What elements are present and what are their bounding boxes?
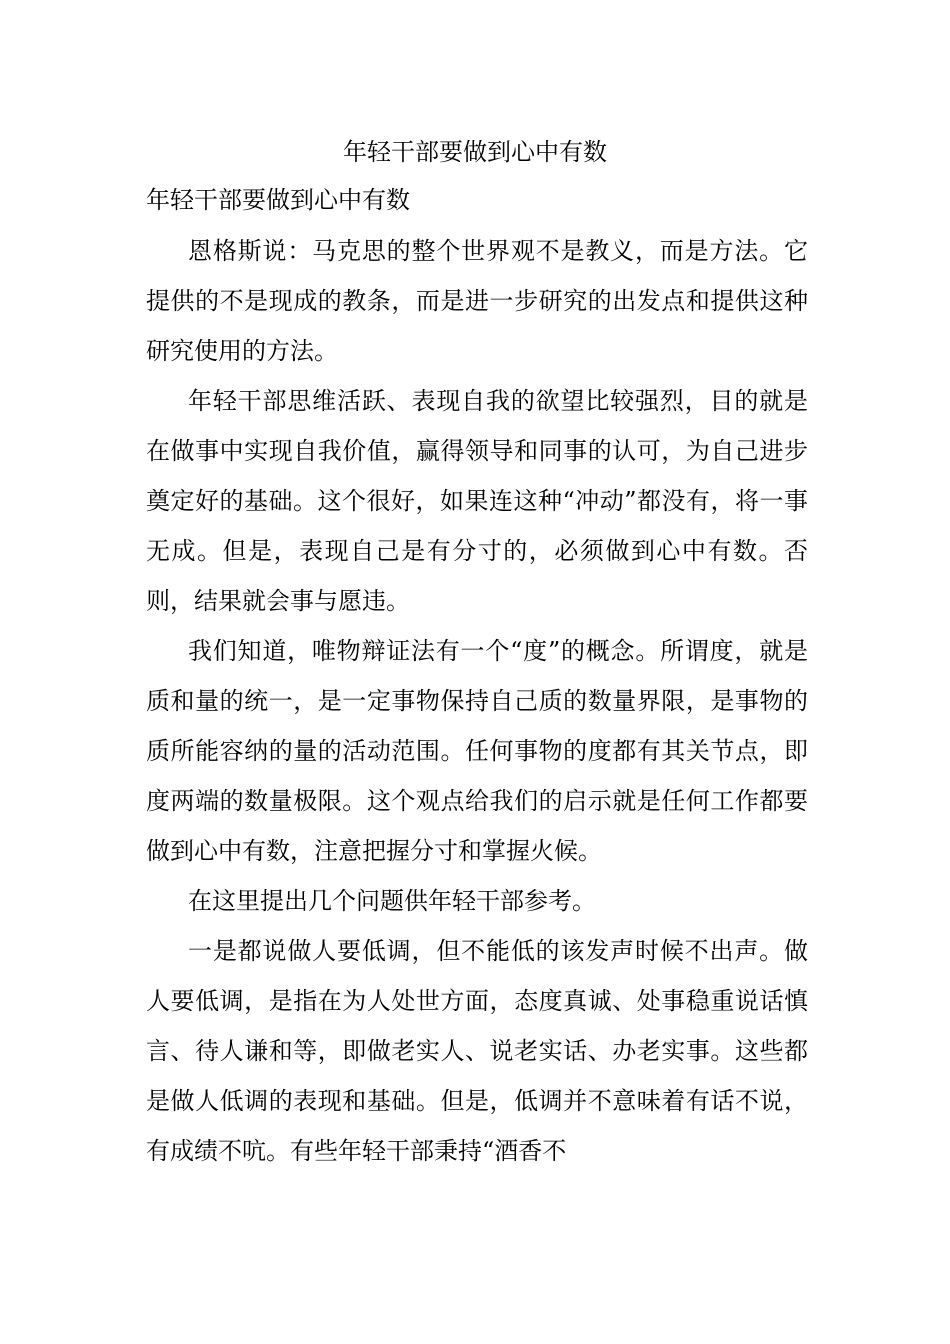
paragraph-3: 我们知道，唯物辩证法有一个“度”的概念。所谓度，就是质和量的统一，是一定事物保持自己质的数量界限，是事物的质所能容纳的量的活动范围。任何事物的度都有其关节点，即度两端的数量极限。这个观点给我们的启示就是任何工作都要做到心中有数，注意把握分寸和掌握火候。 <box>146 637 808 865</box>
document-subtitle: 年轻干部要做到心中有数 <box>146 186 410 214</box>
paragraph-1: 恩格斯说：马克思的整个世界观不是教义，而是方法。它提供的不是现成的教条，而是进一步研究的出发点和提供这种研究使用的方法。 <box>146 237 808 365</box>
paragraph-5: 一是都说做人要低调，但不能低的该发声时候不出声。做人要低调，是指在为人处世方面，态度真诚、处事稳重说话慎言、待人谦和等，即做老实人、说老实话、办老实事。这些都是做人低调的表现和基础。但是，低调并不意味着有话不说，有成绩不吭。有些年轻干部秉持“酒香不 <box>146 937 808 1165</box>
document-body <box>146 226 808 1176</box>
paragraph-4: 在这里提出几个问题供年轻干部参考。 <box>188 887 596 915</box>
document-title: 年轻干部要做到心中有数 <box>343 138 607 166</box>
paragraph-2: 年轻干部思维活跃、表现自我的欲望比较强烈，目的就是在做事中实现自我价值，赢得领导和同事的认可，为自己进步奠定好的基础。这个很好，如果连这种“冲动”都没有，将一事无成。但是，表现自己是有分寸的，必须做到心中有数。否则，结果就会事与愿违。 <box>146 387 808 615</box>
